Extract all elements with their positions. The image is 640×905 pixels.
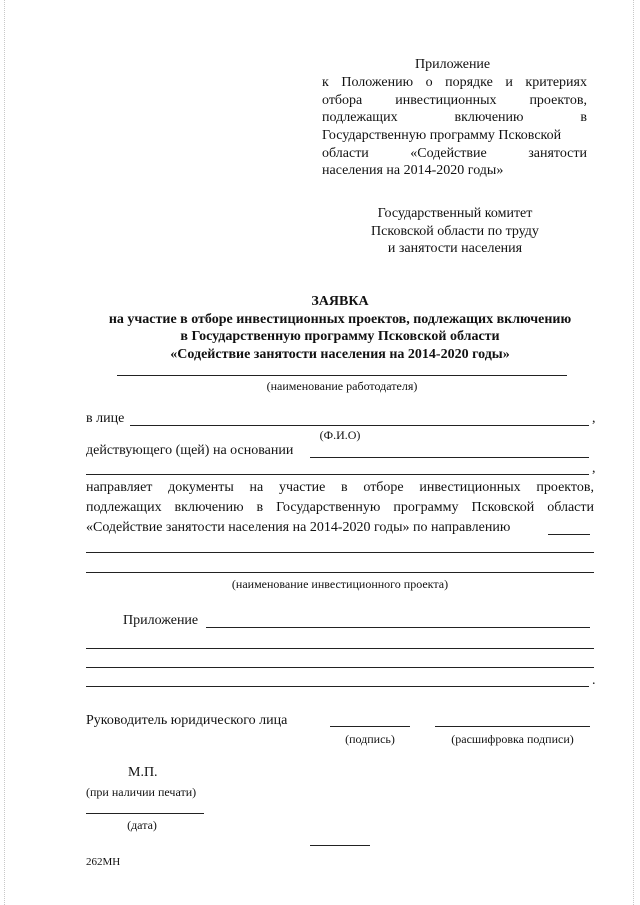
document-code: 262МН: [86, 856, 121, 868]
scan-edge-left: [4, 0, 6, 905]
body-word: Государственную: [276, 500, 381, 515]
stamp-label: М.П.: [128, 765, 158, 780]
appendix-line-3: [322, 109, 587, 126]
appendix-word: о: [425, 75, 433, 90]
body-word: отборе: [363, 480, 404, 495]
appendix-word: критериях: [525, 75, 587, 90]
body-word: включению: [174, 500, 244, 515]
project-field-1[interactable]: [86, 552, 594, 553]
appendix-line-5: [322, 145, 587, 162]
acting-basis-label: действующего (щей) на основании: [86, 443, 294, 458]
body-text-line-2: [86, 499, 594, 516]
attachment-field-3[interactable]: [86, 667, 594, 668]
appendix-word: Государственную программу Псковской: [322, 128, 562, 143]
body-text-line-1: [86, 479, 594, 496]
stamp-note: (при наличии печати): [86, 785, 197, 799]
body-word: участие: [278, 480, 326, 495]
recipient-line-1: Государственный комитет: [377, 206, 533, 221]
appendix-word: проектов,: [529, 93, 587, 108]
appendix-word: инвестиционных: [395, 93, 497, 108]
appendix-line-2: [322, 92, 587, 109]
appendix-word: включению: [454, 110, 524, 125]
basis-comma: ,: [592, 461, 596, 476]
footer-divider: [310, 845, 370, 846]
body-word: в: [341, 480, 348, 495]
date-field[interactable]: [86, 813, 204, 814]
appendix-word: занятости: [528, 146, 587, 161]
project-caption: (наименование инвестиционного проекта): [231, 577, 449, 591]
appendix-word: и: [505, 75, 513, 90]
in-person-label: в лице: [86, 411, 125, 426]
attachment-label: Приложение: [123, 613, 199, 628]
basis-field-1[interactable]: [310, 457, 589, 458]
date-caption: (дата): [127, 818, 157, 832]
fio-field[interactable]: [130, 425, 589, 426]
attachment-field-2[interactable]: [86, 648, 594, 649]
body-word: документы: [168, 480, 234, 495]
employer-caption: (наименование работодателя): [266, 379, 418, 393]
appendix-word: порядке: [445, 75, 493, 90]
attachment-period: .: [592, 673, 596, 688]
body-word: программу: [393, 500, 459, 515]
decryption-caption: (расшифровка подписи): [451, 732, 574, 746]
scan-edge-right: [633, 0, 635, 905]
appendix-word: Положению: [341, 75, 414, 90]
appendix-word: в: [580, 110, 587, 125]
appendix-word: «Содействие: [410, 146, 487, 161]
direction-field[interactable]: [548, 534, 590, 535]
appendix-last-line: населения на 2014-2020 годы»: [322, 163, 504, 178]
attachment-field-1[interactable]: [206, 627, 590, 628]
appendix-word: отбора: [322, 93, 363, 108]
signature-decryption-field[interactable]: [435, 726, 590, 727]
fio-comma: ,: [592, 411, 596, 426]
signature-field[interactable]: [330, 726, 410, 727]
heading-line-1: на участие в отборе инвестиционных проектов, подлежащих включению: [108, 312, 572, 327]
heading-line-3: «Содействие занятости населения на 2014-2020 годы»: [170, 347, 510, 362]
body-word: направляет: [86, 480, 153, 495]
body-word: на: [249, 480, 264, 495]
basis-field-2[interactable]: [86, 474, 589, 475]
employer-name-field[interactable]: [117, 375, 567, 376]
signature-caption: (подпись): [345, 732, 395, 746]
recipient-line-2: Псковской области по труду: [371, 224, 539, 239]
appendix-word: к: [322, 75, 329, 90]
recipient-line-3: и занятости населения: [387, 241, 523, 256]
body-word: инвестиционных: [419, 480, 521, 495]
attachment-field-4[interactable]: [86, 686, 589, 687]
body-word: области: [547, 500, 594, 515]
appendix-word: подлежащих: [322, 110, 398, 125]
body-text-line-3: «Содействие занятости населения на 2014-2020 годы» по направлению: [86, 520, 511, 535]
appendix-line-4: [322, 127, 587, 144]
body-word: Псковской: [471, 500, 535, 515]
body-word: в: [256, 500, 264, 515]
appendix-word: области: [322, 146, 369, 161]
body-word: проектов,: [536, 480, 594, 495]
appendix-line-1: [322, 74, 587, 91]
appendix-title: Приложение: [415, 57, 491, 72]
body-word: подлежащих: [86, 500, 162, 515]
heading-line-2: в Государственную программу Псковской области: [180, 329, 500, 344]
fio-caption: (Ф.И.О): [319, 428, 361, 442]
project-field-2[interactable]: [86, 572, 594, 573]
head-label: Руководитель юридического лица: [86, 713, 288, 728]
document-title: ЗАЯВКА: [311, 294, 369, 309]
